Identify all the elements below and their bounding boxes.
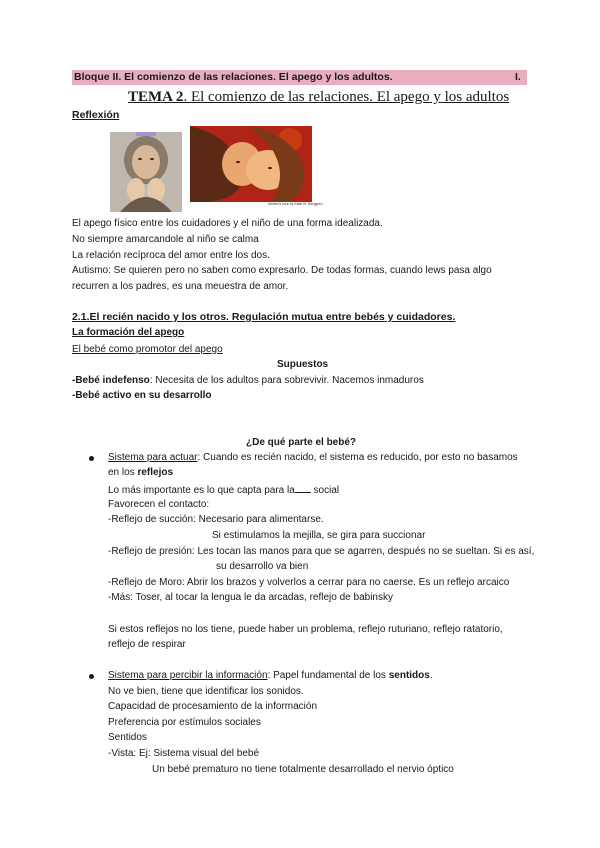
favorecen-line: Favorecen el contacto: [108,499,210,510]
si-estos-reflejos-2: reflejo de respirar [108,639,186,650]
reflexion-heading: Reflexión [72,109,120,121]
sistema-actuar-label: Sistema para actuar [108,452,198,463]
bullet-dot-2 [89,674,94,679]
sistema-percibir-end: . [429,670,433,681]
bullet-dot-1 [89,456,94,461]
reflexion-line-4: Autismo: Se quieren pero no saben como expresarlo. De todas formas, cuando lews pasa algo [72,265,492,276]
reflejos-prefix: en los [108,467,138,478]
supuesto-indefenso-text: : Necesita de los adultos para sobrevivir. Nacemos inmaduros [149,375,424,386]
reflejo-mas: -Más: Toser, al tocar la lengua le da arcadas, reflejo de babinsky [108,592,393,603]
reflejos-bold: reflejos [137,467,174,478]
tema-title-text: . El comienzo de las relaciones. El apego y los adultos [183,89,510,105]
mother-child-painting-image [190,126,312,202]
sentidos-bold: sentidos [388,670,430,681]
supuesto-indefenso-label: -Bebé indefenso [72,375,150,386]
percibir-line-3: Preferencia por estímulos sociales [108,717,261,728]
percibir-line-4: Sentidos [108,732,147,743]
percibir-line-1: No ve bien, tiene que identificar los sonidos. [108,686,304,697]
family-painting-image [110,132,182,212]
reflejo-moro: -Reflejo de Moro: Abrir los brazos y volverlos a cerrar para no caerse. Es un reflejo arcaico [108,577,510,588]
reflexion-line-1: El apego físico entre los cuidadores y el niño de una forma idealizada. [72,218,383,229]
lo-mas-importante-line [108,483,339,496]
percibir-line-6: Un bebé prematuro no tiene totalmente desarrollado el nervio óptico [152,764,454,775]
supuesto-indefenso [72,375,424,386]
sistema-actuar-text: : Cuando es recién nacido, el sistema es reducido, por esto no basamos [197,452,518,463]
section-2-1-heading: 2.1.El recién nacido y los otros. Regulación mutua entre bebés y cuidadores. [72,311,456,323]
tema-title [128,89,509,106]
lo-mas-importante-text: Lo más importante es lo que capta para la [108,485,295,496]
reflejo-succion-2: Si estimulamos la mejilla, se gira para succionar [212,530,426,541]
bullet-sistema-percibir [108,670,433,681]
lo-mas-importante-end: social [310,485,340,496]
reflexion-line-5: recurren a los padres, es una meuestra de amor. [72,281,289,292]
tema-prefix: TEMA 2 [128,89,184,105]
sistema-percibir-text: : Papel fundamental de los [267,670,389,681]
subheading-bebe-promotor: El bebé como promotor del apego [72,344,223,355]
reflexion-line-2: No siempre amarcandole al niño se calma [72,234,259,245]
reflexion-line-3: La relación recíproca del amor entre los dos. [72,250,270,261]
reflejo-presion: -Reflejo de presión: Les tocan las manos para que se agarren, después no se sueltan. Si es así, [108,546,535,557]
image-caption: Mother's love by Katie M. Berggren [268,202,323,206]
de-que-parte-title: ¿De qué parte el bebé? [246,437,357,448]
reflejos-line [108,467,173,478]
sistema-percibir-label: Sistema para percibir la información [108,670,268,681]
header-title: Bloque II. El comienzo de las relaciones. El apego y los adultos. [74,71,393,83]
si-estos-reflejos: Si estos reflejos no los tiene, puede haber un problema, reflejo ruturiano, reflejo ratatorio, [108,624,503,635]
supuestos-title: Supuestos [277,359,329,370]
reflejo-succion: -Reflejo de succión: Necesario para alimentarse. [108,514,324,525]
subheading-formacion-apego: La formación del apego [72,327,185,338]
header-number: I. [515,71,521,83]
supuesto-activo: -Bebé activo en su desarrollo [72,390,212,401]
reflejo-presion-2: su desarrollo va bien [216,561,309,572]
percibir-line-5: -Vista: Ej: Sistema visual del bebé [108,748,260,759]
fill-blank [295,483,311,493]
percibir-line-2: Capacidad de procesamiento de la información [108,701,318,712]
bullet-sistema-actuar [108,452,518,463]
